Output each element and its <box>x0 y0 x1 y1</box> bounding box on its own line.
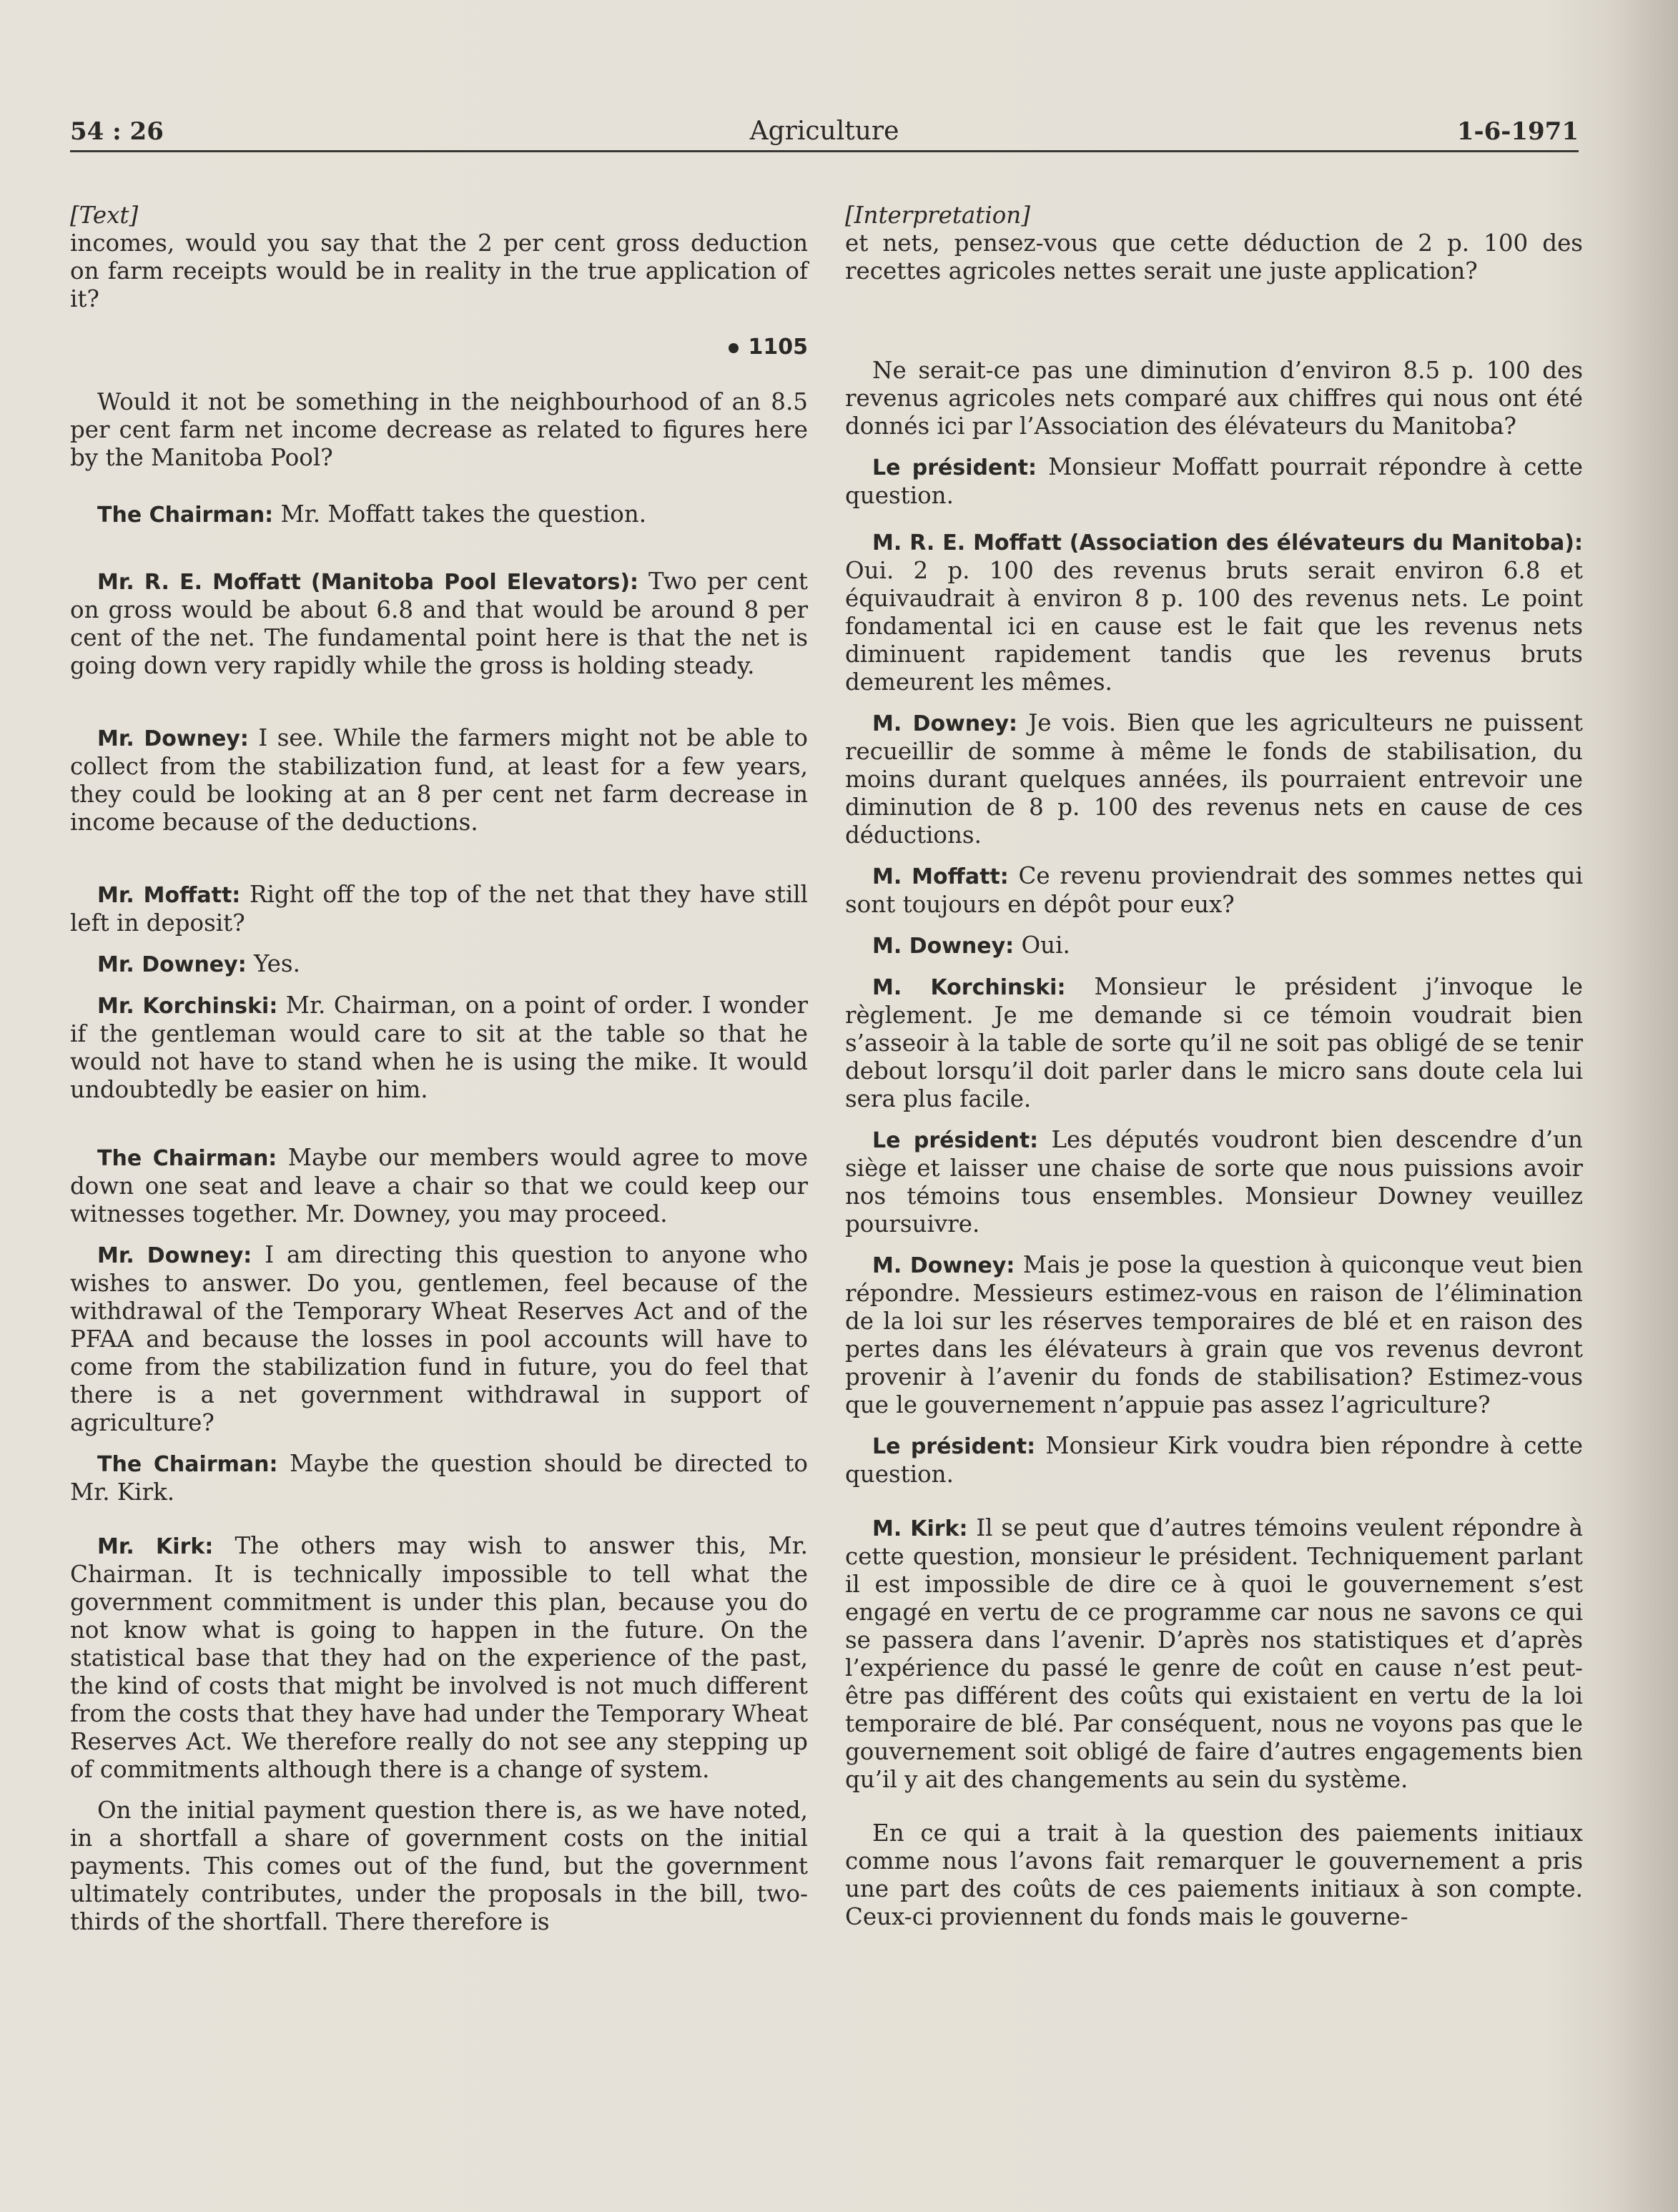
speech <box>845 1432 1583 1488</box>
speech <box>70 1532 808 1784</box>
speech <box>70 881 808 937</box>
speech-text: Ce revenu proviendrait des sommes nettes qui sont toujours en dépôt pour eux? <box>845 862 1583 918</box>
speaker: Mr. R. E. Moffatt (Manitoba Pool Elevators): <box>97 570 639 595</box>
speaker: The Chairman: <box>97 503 274 528</box>
speech-text: Maybe our members would agree to move down one seat and leave a chair so that we could keep our witnesses together. Mr. Downey, you may proceed. <box>70 1144 808 1228</box>
speech-text: Mr. Chairman, on a point of order. I wonder if the gentleman would care to sit at the table so that he would not have to stand when he is using the mike. It would undoubtedly be easier on him. <box>70 992 808 1103</box>
speech-text: Monsieur Kirk voudra bien répondre à cette question. <box>845 1432 1583 1488</box>
speech <box>70 1241 808 1437</box>
speaker: Mr. Downey: <box>97 952 247 977</box>
speaker: Mr. Downey: <box>97 726 249 751</box>
speaker: Mr. Kirk: <box>97 1534 214 1559</box>
speech-text: I see. While the farmers might not be able to collect from the stabilization fund, at least for a few years, they could be looking at an 8 per cent net farm decrease in income because of the deductions. <box>70 724 809 836</box>
header-date: 1-6-1971 <box>1456 117 1579 146</box>
speech <box>845 862 1583 919</box>
running-header <box>70 114 1579 152</box>
paragraph: Would it not be something in the neighbourhood of an 8.5 per cent farm net income decrease as related to figures here by the Manitoba Pool? <box>70 388 808 471</box>
speech-text: Mr. Moffatt takes the question. <box>273 500 647 528</box>
speech <box>70 500 808 529</box>
speech <box>845 1251 1583 1419</box>
column-label: [Text] <box>70 202 139 229</box>
speaker: Le président: <box>872 455 1037 480</box>
speech-text: Monsieur le président j’invoque le règlement. Je me demande si ce témoin voudrait bien s’asseoir à la table de sorte qu’il ne soit pas obligé de se tenir debout lorsqu’il doit parler dans le micro sans doute cela lui sera plus facile. <box>845 973 1583 1112</box>
speaker: M. Kirk: <box>872 1516 968 1541</box>
speech <box>70 1144 808 1228</box>
column-label: [Interpretation] <box>845 202 1030 229</box>
speech-text: Monsieur Moffatt pourrait répondre à cette question. <box>845 453 1583 509</box>
speech <box>845 709 1583 849</box>
page-number: 54 : 26 <box>70 117 164 146</box>
speech-text: Yes. <box>246 950 300 977</box>
speaker: Le président: <box>872 1434 1036 1459</box>
speaker: Le président: <box>872 1128 1039 1153</box>
speech-text: Two per cent on gross would be about 6.8 and that would be around 8 per cent of the net. The fundamental point here is that the net is going down very rapidly while the gross is holding steady. <box>70 568 808 679</box>
speaker: Mr. Korchinski: <box>97 994 278 1019</box>
time-marker <box>70 333 808 361</box>
speech-text: Oui. 2 p. 100 des revenus bruts serait environ 6.8 et équivaudrait à environ 8 p. 100 des revenus nets. Le point fondamental ici en cause est le fait que les revenus nets diminuent rapidement tandis que les revenus bruts demeurent les mêmes. <box>845 557 1583 696</box>
speech <box>845 973 1583 1113</box>
paragraph: En ce qui a trait à la question des paiements initiaux comme nous l’avons fait remarquer le gouvernement a pris une part des coûts de ces paiements initiaux à son compte. Ceux-ci proviennent du fonds mais le gouverne- <box>845 1820 1583 1930</box>
paragraph: et nets, pensez-vous que cette déduction de 2 p. 100 des recettes agricoles nettes serait une juste application? <box>845 229 1583 285</box>
speaker: M. Downey: <box>872 711 1018 736</box>
paragraph: incomes, would you say that the 2 per cent gross deduction on farm receipts would be in reality in the true application of it? <box>70 229 808 312</box>
paragraph: On the initial payment question there is, as we have noted, in a shortfall a share of government costs on the initial payments. This comes out of the fund, but the government ultimately contributes, under the proposals in the bill, two-thirds of the shortfall. There therefore is <box>70 1797 808 1935</box>
speech <box>845 453 1583 510</box>
section-title: Agriculture <box>749 117 899 146</box>
speaker: The Chairman: <box>97 1452 278 1477</box>
speaker: M. R. E. Moffatt (Association des élévateurs du Manitoba): <box>872 530 1583 556</box>
speech <box>845 1126 1583 1238</box>
speech <box>845 1514 1583 1794</box>
speech <box>845 932 1583 960</box>
speech <box>70 724 808 836</box>
speech-text: Oui. <box>1014 932 1070 959</box>
speaker: Mr. Moffatt: <box>97 883 241 908</box>
speech-text: Mais je pose la question à quiconque veut bien répondre. Messieurs estimez-vous en raison de l’élimination de la loi sur les réserves temporaires de blé et en raison des pertes dans les élévateurs à grain que vos revenus devront provenir à l’avenir du fonds de stabilisation? Estimez-vous que le gouvernement n’appuie pas assez l’agriculture? <box>845 1251 1583 1418</box>
speech-text: Je vois. Bien que les agriculteurs ne puissent recueillir de somme à même le fonds de stabilisation, du moins durant quelques années, ils pourraient entrevoir une diminution de 8 p. 100 des revenus nets en cause de ces déductions. <box>845 709 1583 849</box>
speaker: Mr. Downey: <box>97 1243 252 1268</box>
speaker: M. Moffatt: <box>872 864 1009 889</box>
speech-text: Right off the top of the net that they have still left in deposit? <box>70 881 809 937</box>
speech <box>70 1450 808 1506</box>
bullet-icon <box>729 343 739 353</box>
speaker: M. Downey: <box>872 1253 1015 1278</box>
speaker: M. Downey: <box>872 934 1015 959</box>
paragraph: Ne serait-ce pas une diminution d’environ 8.5 p. 100 des revenus agricoles nets comparé aux chiffres qui nous ont été donnés ici par l’Association des élévateurs du Manitoba? <box>845 357 1583 440</box>
speech-text: Les députés voudront bien descendre d’un siège et laisser une chaise de sorte que nous puissions avoir nos témoins tous ensembles. Monsieur Downey veuillez poursuivre. <box>845 1126 1583 1238</box>
speech <box>70 568 808 680</box>
speaker: The Chairman: <box>97 1146 277 1171</box>
speech <box>70 950 808 979</box>
speech <box>845 528 1583 696</box>
speaker: M. Korchinski: <box>872 975 1066 1000</box>
speech-text: Il se peut que d’autres témoins veulent répondre à cette question, monsieur le président. Techniquement parlant il est impossible de dire ce à quoi le gouvernement s’est engagé en vertu de ce programme car nous ne savons ce qui se passera dans l’avenir. D’après nos statistiques et d’après l’expérience du passé le genre de coût en cause n’est peut-être pas différent des coûts qui existaient en vertu de la loi temporaire de blé. Par conséquent, nous ne voyons pas que le gouvernement soit obligé de faire d’autres engagements bien qu’il y ait des changements au sein du système. <box>845 1514 1584 1793</box>
french-column <box>845 202 1583 1931</box>
english-column <box>70 202 808 1936</box>
speech <box>70 992 808 1104</box>
speech-text: The others may wish to answer this, Mr. Chairman. It is technically impossible to tell what the government commitment is under this plan, because you do not know what is going to happen in the future. On the statistical base that they had on the experience of the past, the kind of costs that might be involved is not much different from the costs that they have had under the Temporary Wheat Reserves Act. We therefore really do not see any stepping up of commitments although there is a change of system. <box>70 1532 808 1783</box>
time-marker-text: 1105 <box>748 335 808 360</box>
speech-text: I am directing this question to anyone who wishes to answer. Do you, gentlemen, feel because of the withdrawal of the Temporary Wheat Reserves Act and of the PFAA and because the losses in pool accounts will have to come from the stabilization fund in future, you do feel that there is a net government withdrawal in support of agriculture? <box>70 1241 808 1436</box>
speech-text: Maybe the question should be directed to Mr. Kirk. <box>70 1450 808 1506</box>
